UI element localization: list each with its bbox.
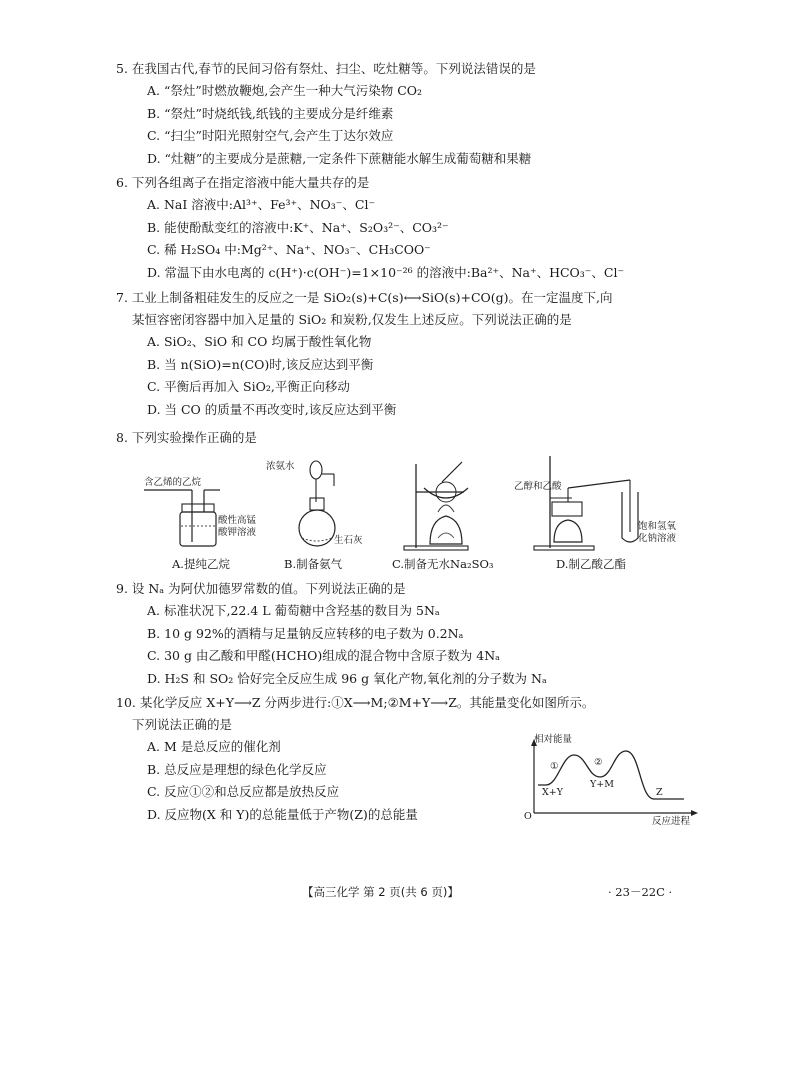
species-label: X+Y <box>542 787 563 798</box>
option-d: D. 反应物(X 和 Y)的总能量低于产物(Z)的总能量 <box>147 806 418 822</box>
evaporation-setup-drawing <box>388 452 508 552</box>
species-label: Z <box>656 787 663 798</box>
figure-c-evaporation <box>388 452 508 572</box>
question-9 <box>116 578 676 690</box>
option-b: B. 10 g 92%的酒精与足量钠反应转移的电子数为 0.2Nₐ <box>147 625 464 641</box>
question-7 <box>116 287 676 421</box>
origin-label: O <box>524 811 532 822</box>
footer-code: · 23－22C · <box>608 885 673 899</box>
question-stem: 5. 在我国古代,春节的民间习俗有祭灶、扫尘、吃灶糖等。下列说法错误的是 <box>116 61 536 76</box>
option-a: A. 标准状况下,22.4 L 葡萄糖中含羟基的数目为 5Nₐ <box>147 603 440 618</box>
question-8 <box>116 427 676 449</box>
x-axis-label: 反应进程 <box>652 816 691 827</box>
option-c: C. 30 g 由乙酸和甲醛(HCHO)组成的混合物中含原子数为 4Nₐ <box>147 648 500 664</box>
question-stem-continued: 某恒容密闭容器中加入足量的 SiO₂ 和炭粉,仅发生上述反应。下列说法正确的是 <box>132 312 572 327</box>
question-stem-continued: 下列说法正确的是 <box>132 717 233 732</box>
figure-d-ester <box>514 452 677 572</box>
figure-caption: C.制备无水Na₂SO₃ <box>392 557 494 571</box>
option-c: C. 反应①②和总反应都是放热反应 <box>147 784 340 800</box>
question-stem: 8. 下列实验操作正确的是 <box>116 430 257 445</box>
question-stem: 9. 设 Nₐ 为阿伏加德罗常数的值。下列说法正确的是 <box>116 581 406 596</box>
q8-figures <box>130 452 677 572</box>
option-c: C. 平衡后再加入 SiO₂,平衡正向移动 <box>147 379 350 395</box>
figure-label: 化钠溶液 <box>638 533 677 544</box>
figure-label: 酸性高锰 <box>218 515 257 526</box>
figure-caption: B.制备氨气 <box>284 557 343 571</box>
footer-page-info: 【高三化学 第 2 页(共 6 页)】 <box>302 885 459 899</box>
figure-label: 浓氨水 <box>266 461 295 472</box>
option-a: A. NaI 溶液中:Al³⁺、Fe³⁺、NO₃⁻、Cl⁻ <box>147 197 376 212</box>
option-c: C. “扫尘”时阳光照射空气,会产生丁达尔效应 <box>147 128 394 144</box>
figure-label: 生石灰 <box>334 535 363 546</box>
option-d: D. 常温下由水电离的 c(H⁺)·c(OH⁻)=1×10⁻²⁶ 的溶液中:Ba²⁺、Na⁺、HCO₃⁻、Cl⁻ <box>147 264 625 280</box>
energy-diagram <box>524 734 700 827</box>
option-b: B. 总反应是理想的绿色化学反应 <box>147 761 327 777</box>
option-b: B. 当 n(SiO)=n(CO)时,该反应达到平衡 <box>147 356 374 372</box>
species-label: Y+M <box>590 779 614 790</box>
option-b: B. “祭灶”时烧纸钱,纸钱的主要成分是纤维素 <box>147 105 394 121</box>
step-1-label: ① <box>550 761 559 772</box>
option-c: C. 稀 H₂SO₄ 中:Mg²⁺、Na⁺、NO₃⁻、CH₃COO⁻ <box>147 242 431 258</box>
figure-label: 乙醇和乙酸 <box>514 481 562 492</box>
question-stem: 6. 下列各组离子在指定溶液中能大量共存的是 <box>116 175 370 190</box>
figure-label: 饱和氢氧 <box>638 521 677 532</box>
figure-label: 酸钾溶液 <box>218 527 257 538</box>
question-stem: 10. 某化学反应 X+Y⟶Z 分两步进行:①X⟶M;②M+Y⟶Z。其能量变化如图所示。 <box>116 695 595 710</box>
option-a: A. M 是总反应的催化剂 <box>147 739 281 754</box>
question-6 <box>116 172 676 284</box>
question-stem: 7. 工业上制备粗硅发生的反应之一是 SiO₂(s)+C(s)⟷SiO(s)+CO(g)。在一定温度下,向 <box>116 290 613 305</box>
question-5 <box>116 58 676 170</box>
figure-b-ammonia <box>256 452 366 572</box>
option-d: D. “灶糖”的主要成分是蔗糖,一定条件下蔗糖能水解生成葡萄糖和果糖 <box>147 150 532 166</box>
option-d: D. 当 CO 的质量不再改变时,该反应达到平衡 <box>147 401 397 417</box>
figure-caption: A.提纯乙烷 <box>172 557 230 571</box>
step-2-label: ② <box>594 757 603 768</box>
option-a: A. SiO₂、SiO 和 CO 均属于酸性氧化物 <box>147 334 372 349</box>
option-b: B. 能使酚酞变红的溶液中:K⁺、Na⁺、S₂O₃²⁻、CO₃²⁻ <box>147 219 449 235</box>
figure-a-gas-washing <box>130 452 257 572</box>
y-axis-label: 相对能量 <box>534 734 573 745</box>
figure-label: 含乙烯的乙烷 <box>144 477 202 488</box>
option-a: A. “祭灶”时燃放鞭炮,会产生一种大气污染物 CO₂ <box>147 83 423 98</box>
option-d: D. H₂S 和 SO₂ 恰好完全反应生成 96 g 氧化产物,氧化剂的分子数为 Nₐ <box>147 670 547 686</box>
figure-caption: D.制乙酸乙酯 <box>556 557 626 571</box>
